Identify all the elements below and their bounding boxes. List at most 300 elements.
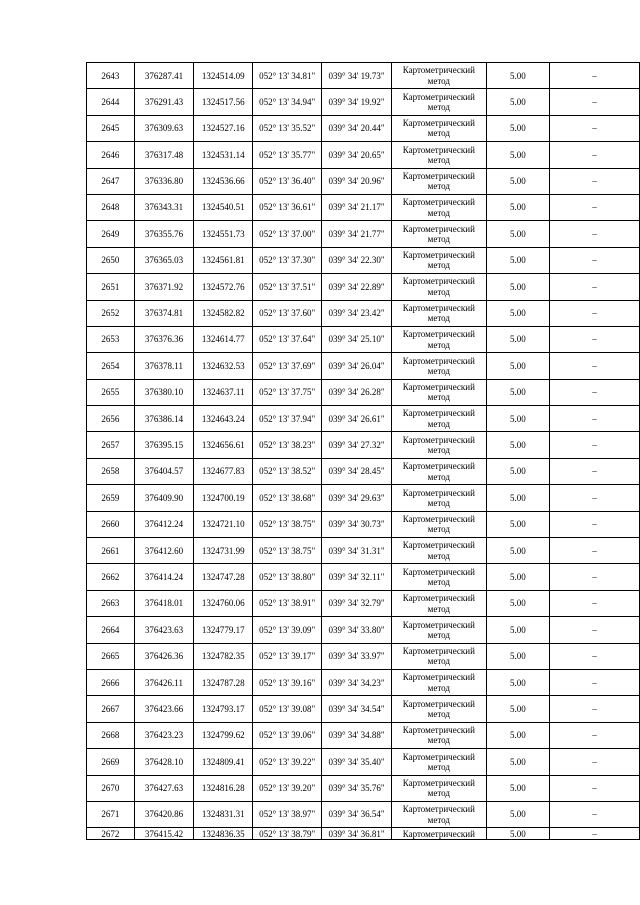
y-coordinate-cell: 1324787.28 [194, 669, 253, 695]
latitude-cell: 052° 13' 38.23" [253, 432, 322, 458]
method-cell [391, 617, 486, 643]
point-number-cell: 2670 [87, 775, 135, 801]
method-line2: метод [427, 497, 450, 508]
longitude-cell: 039° 34' 32.11" [322, 564, 392, 590]
y-coordinate-cell: 1324793.17 [194, 696, 253, 722]
y-coordinate-cell: 1324731.99 [194, 538, 253, 564]
latitude-cell: 052° 13' 34.81" [253, 63, 322, 89]
method-line2: метод [427, 603, 450, 614]
accuracy-cell: 5.00 [486, 511, 549, 537]
y-coordinate-cell: 1324747.28 [194, 564, 253, 590]
y-coordinate-cell: 1324779.17 [194, 617, 253, 643]
method-cell [391, 485, 486, 511]
method-line2: метод [427, 339, 450, 350]
note-cell: – [550, 142, 640, 168]
method-cell [391, 63, 486, 89]
point-number-cell: 2651 [87, 274, 135, 300]
table-row [87, 89, 640, 115]
method-cell [391, 643, 486, 669]
table-row [87, 775, 640, 801]
y-coordinate-cell: 1324514.09 [194, 63, 253, 89]
x-coordinate-cell: 376427.63 [134, 775, 194, 801]
longitude-cell: 039° 34' 20.44" [322, 115, 392, 141]
x-coordinate-cell: 376418.01 [134, 590, 194, 616]
y-coordinate-cell: 1324551.73 [194, 221, 253, 247]
table-row [87, 115, 640, 141]
accuracy-cell: 5.00 [486, 458, 549, 484]
table-row [87, 511, 640, 537]
method-cell [391, 696, 486, 722]
accuracy-cell: 5.00 [486, 722, 549, 748]
accuracy-cell: 5.00 [486, 274, 549, 300]
note-cell: – [550, 353, 640, 379]
latitude-cell: 052° 13' 39.22" [253, 749, 322, 775]
table-row [87, 643, 640, 669]
longitude-cell: 039° 34' 36.54" [322, 801, 392, 827]
y-coordinate-cell: 1324561.81 [194, 247, 253, 273]
x-coordinate-cell: 376380.10 [134, 379, 194, 405]
y-coordinate-cell: 1324721.10 [194, 511, 253, 537]
longitude-cell: 039° 34' 26.61" [322, 406, 392, 432]
accuracy-cell: 5.00 [486, 801, 549, 827]
table-row [87, 749, 640, 775]
latitude-cell: 052° 13' 35.52" [253, 115, 322, 141]
x-coordinate-cell: 376426.11 [134, 669, 194, 695]
longitude-cell: 039° 34' 26.28" [322, 379, 392, 405]
method-line1: Картометрический [402, 487, 475, 498]
method-line2: метод [427, 471, 450, 482]
point-number-cell: 2649 [87, 221, 135, 247]
point-number-cell: 2644 [87, 89, 135, 115]
y-coordinate-cell: 1324656.61 [194, 432, 253, 458]
point-number-cell: 2652 [87, 300, 135, 326]
longitude-cell: 039° 34' 20.96" [322, 168, 392, 194]
method-line2: метод [427, 629, 450, 640]
accuracy-cell: 5.00 [486, 775, 549, 801]
longitude-cell: 039° 34' 20.65" [322, 142, 392, 168]
method-line2: метод [427, 313, 450, 324]
method-cell [391, 801, 486, 827]
table-row [87, 406, 640, 432]
table-row [87, 300, 640, 326]
table-row [87, 326, 640, 352]
note-cell: – [550, 63, 640, 89]
method-line2: метод [427, 682, 450, 693]
method-cell [391, 828, 486, 840]
note-cell: – [550, 247, 640, 273]
note-cell: – [550, 564, 640, 590]
note-cell: – [550, 326, 640, 352]
y-coordinate-cell: 1324760.06 [194, 590, 253, 616]
method-line2: метод [427, 365, 450, 376]
point-number-cell: 2645 [87, 115, 135, 141]
x-coordinate-cell: 376409.90 [134, 485, 194, 511]
latitude-cell: 052° 13' 38.80" [253, 564, 322, 590]
note-cell: – [550, 406, 640, 432]
note-cell: – [550, 643, 640, 669]
method-line2: метод [427, 102, 450, 113]
method-line1: Картометрический [402, 302, 475, 313]
longitude-cell: 039° 34' 33.80" [322, 617, 392, 643]
method-line2: метод [427, 260, 450, 271]
table-row [87, 722, 640, 748]
latitude-cell: 052° 13' 39.06" [253, 722, 322, 748]
longitude-cell: 039° 34' 33.97" [322, 643, 392, 669]
latitude-cell: 052° 13' 37.75" [253, 379, 322, 405]
x-coordinate-cell: 376336.80 [134, 168, 194, 194]
point-number-cell: 2654 [87, 353, 135, 379]
method-line2: метод [427, 286, 450, 297]
method-line2: метод [427, 181, 450, 192]
accuracy-cell: 5.00 [486, 142, 549, 168]
method-cell [391, 749, 486, 775]
note-cell: – [550, 828, 640, 840]
method-line1: Картометрический [402, 197, 475, 208]
method-line1: Картометрический [402, 91, 475, 102]
latitude-cell: 052° 13' 35.77" [253, 142, 322, 168]
x-coordinate-cell: 376415.42 [134, 828, 194, 840]
note-cell: – [550, 274, 640, 300]
x-coordinate-cell: 376423.23 [134, 722, 194, 748]
x-coordinate-cell: 376355.76 [134, 221, 194, 247]
method-line1: Картометрический [402, 382, 475, 393]
point-number-cell: 2656 [87, 406, 135, 432]
method-line1: Картометрический [402, 540, 475, 551]
accuracy-cell: 5.00 [486, 564, 549, 590]
method-line1: Картометрический [402, 65, 475, 76]
method-cell [391, 168, 486, 194]
method-line1: Картометрический [402, 461, 475, 472]
note-cell: – [550, 749, 640, 775]
accuracy-cell: 5.00 [486, 669, 549, 695]
point-number-cell: 2666 [87, 669, 135, 695]
y-coordinate-cell: 1324536.66 [194, 168, 253, 194]
method-line1: Картометрический [402, 223, 475, 234]
method-cell [391, 300, 486, 326]
x-coordinate-cell: 376428.10 [134, 749, 194, 775]
note-cell: – [550, 775, 640, 801]
table-row [87, 247, 640, 273]
point-number-cell: 2647 [87, 168, 135, 194]
point-number-cell: 2668 [87, 722, 135, 748]
longitude-cell: 039° 34' 34.88" [322, 722, 392, 748]
longitude-cell: 039° 34' 34.54" [322, 696, 392, 722]
y-coordinate-cell: 1324637.11 [194, 379, 253, 405]
longitude-cell: 039° 34' 25.10" [322, 326, 392, 352]
method-line2: метод [427, 154, 450, 165]
method-cell [391, 221, 486, 247]
accuracy-cell: 5.00 [486, 406, 549, 432]
latitude-cell: 052° 13' 37.94" [253, 406, 322, 432]
y-coordinate-cell: 1324531.14 [194, 142, 253, 168]
x-coordinate-cell: 376423.63 [134, 617, 194, 643]
longitude-cell: 039° 34' 35.40" [322, 749, 392, 775]
latitude-cell: 052° 13' 39.20" [253, 775, 322, 801]
accuracy-cell: 5.00 [486, 696, 549, 722]
x-coordinate-cell: 376386.14 [134, 406, 194, 432]
y-coordinate-cell: 1324831.31 [194, 801, 253, 827]
latitude-cell: 052° 13' 38.91" [253, 590, 322, 616]
accuracy-cell: 5.00 [486, 247, 549, 273]
method-line1: Картометрический [402, 250, 475, 261]
longitude-cell: 039° 34' 21.77" [322, 221, 392, 247]
y-coordinate-cell: 1324582.82 [194, 300, 253, 326]
x-coordinate-cell: 376412.24 [134, 511, 194, 537]
table-row [87, 538, 640, 564]
table-row [87, 432, 640, 458]
point-number-cell: 2672 [87, 828, 135, 840]
table-row [87, 221, 640, 247]
note-cell: – [550, 722, 640, 748]
point-number-cell: 2658 [87, 458, 135, 484]
x-coordinate-cell: 376426.36 [134, 643, 194, 669]
point-number-cell: 2661 [87, 538, 135, 564]
note-cell: – [550, 801, 640, 827]
method-line1: Картометрический [402, 355, 475, 366]
latitude-cell: 052° 13' 36.61" [253, 194, 322, 220]
method-line1: Картометрический [402, 619, 475, 630]
table-row [87, 485, 640, 511]
longitude-cell: 039° 34' 22.30" [322, 247, 392, 273]
note-cell: – [550, 696, 640, 722]
accuracy-cell: 5.00 [486, 221, 549, 247]
method-line1: Картометрический [402, 672, 475, 683]
point-number-cell: 2650 [87, 247, 135, 273]
method-line2: метод [427, 75, 450, 86]
accuracy-cell: 5.00 [486, 538, 549, 564]
note-cell: – [550, 89, 640, 115]
method-line2: метод [427, 656, 450, 667]
method-line2: метод [427, 392, 450, 403]
accuracy-cell: 5.00 [486, 63, 549, 89]
longitude-cell: 039° 34' 36.81" [322, 828, 392, 840]
latitude-cell: 052° 13' 36.40" [253, 168, 322, 194]
method-cell [391, 406, 486, 432]
method-cell [391, 432, 486, 458]
method-line1: Картометрический [402, 144, 475, 155]
x-coordinate-cell: 376309.63 [134, 115, 194, 141]
table-row [87, 617, 640, 643]
table-row [87, 564, 640, 590]
method-line2: метод [427, 234, 450, 245]
latitude-cell: 052° 13' 39.08" [253, 696, 322, 722]
method-cell [391, 247, 486, 273]
point-number-cell: 2653 [87, 326, 135, 352]
accuracy-cell: 5.00 [486, 353, 549, 379]
accuracy-cell: 5.00 [486, 617, 549, 643]
method-cell [391, 326, 486, 352]
latitude-cell: 052° 13' 39.16" [253, 669, 322, 695]
latitude-cell: 052° 13' 37.51" [253, 274, 322, 300]
table-row [87, 274, 640, 300]
point-number-cell: 2671 [87, 801, 135, 827]
method-cell [391, 590, 486, 616]
table-row [87, 669, 640, 695]
accuracy-cell: 5.00 [486, 590, 549, 616]
latitude-cell: 052° 13' 38.75" [253, 538, 322, 564]
latitude-cell: 052° 13' 38.79" [253, 828, 322, 840]
method-line2: метод [427, 709, 450, 720]
accuracy-cell: 5.00 [486, 643, 549, 669]
longitude-cell: 039° 34' 32.79" [322, 590, 392, 616]
table-body [87, 63, 640, 840]
method-line1: Картометрический [402, 804, 475, 815]
accuracy-cell: 5.00 [486, 115, 549, 141]
method-cell [391, 142, 486, 168]
note-cell: – [550, 221, 640, 247]
note-cell: – [550, 115, 640, 141]
y-coordinate-cell: 1324782.35 [194, 643, 253, 669]
method-line1: Картометрический [402, 828, 475, 839]
note-cell: – [550, 168, 640, 194]
point-number-cell: 2657 [87, 432, 135, 458]
method-line1: Картометрический [402, 118, 475, 129]
method-line1: Картометрический [402, 593, 475, 604]
accuracy-cell: 5.00 [486, 300, 549, 326]
latitude-cell: 052° 13' 39.09" [253, 617, 322, 643]
latitude-cell: 052° 13' 38.97" [253, 801, 322, 827]
latitude-cell: 052° 13' 38.68" [253, 485, 322, 511]
x-coordinate-cell: 376423.66 [134, 696, 194, 722]
method-line1: Картометрический [402, 698, 475, 709]
method-cell [391, 353, 486, 379]
method-cell [391, 564, 486, 590]
table-row [87, 801, 640, 827]
note-cell: – [550, 379, 640, 405]
latitude-cell: 052° 13' 37.00" [253, 221, 322, 247]
method-line1: Картометрический [402, 170, 475, 181]
y-coordinate-cell: 1324614.77 [194, 326, 253, 352]
table-row [87, 353, 640, 379]
method-cell [391, 115, 486, 141]
point-number-cell: 2655 [87, 379, 135, 405]
method-cell [391, 194, 486, 220]
coordinates-table [86, 62, 640, 840]
method-line1: Картометрический [402, 777, 475, 788]
latitude-cell: 052° 13' 38.52" [253, 458, 322, 484]
method-line1: Картометрический [402, 751, 475, 762]
accuracy-cell: 5.00 [486, 379, 549, 405]
table-row [87, 458, 640, 484]
point-number-cell: 2659 [87, 485, 135, 511]
x-coordinate-cell: 376371.92 [134, 274, 194, 300]
method-line1: Картометрический [402, 566, 475, 577]
method-line2: метод [427, 814, 450, 825]
point-number-cell: 2660 [87, 511, 135, 537]
y-coordinate-cell: 1324540.51 [194, 194, 253, 220]
x-coordinate-cell: 376395.15 [134, 432, 194, 458]
note-cell: – [550, 194, 640, 220]
accuracy-cell: 5.00 [486, 749, 549, 775]
note-cell: – [550, 590, 640, 616]
method-line1: Картометрический [402, 408, 475, 419]
note-cell: – [550, 669, 640, 695]
x-coordinate-cell: 376317.48 [134, 142, 194, 168]
note-cell: – [550, 511, 640, 537]
x-coordinate-cell: 376376.36 [134, 326, 194, 352]
latitude-cell: 052° 13' 37.30" [253, 247, 322, 273]
longitude-cell: 039° 34' 31.31" [322, 538, 392, 564]
latitude-cell: 052° 13' 38.75" [253, 511, 322, 537]
accuracy-cell: 5.00 [486, 485, 549, 511]
note-cell: – [550, 432, 640, 458]
method-cell [391, 722, 486, 748]
y-coordinate-cell: 1324517.56 [194, 89, 253, 115]
y-coordinate-cell: 1324809.41 [194, 749, 253, 775]
y-coordinate-cell: 1324816.28 [194, 775, 253, 801]
x-coordinate-cell: 376404.57 [134, 458, 194, 484]
table-row [87, 379, 640, 405]
table-row [87, 696, 640, 722]
accuracy-cell: 5.00 [486, 828, 549, 840]
point-number-cell: 2665 [87, 643, 135, 669]
x-coordinate-cell: 376287.41 [134, 63, 194, 89]
note-cell: – [550, 538, 640, 564]
x-coordinate-cell: 376365.03 [134, 247, 194, 273]
method-cell [391, 669, 486, 695]
method-cell [391, 458, 486, 484]
method-line1: Картометрический [402, 645, 475, 656]
longitude-cell: 039° 34' 29.63" [322, 485, 392, 511]
longitude-cell: 039° 34' 19.73" [322, 63, 392, 89]
latitude-cell: 052° 13' 34.94" [253, 89, 322, 115]
longitude-cell: 039° 34' 19.92" [322, 89, 392, 115]
longitude-cell: 039° 34' 21.17" [322, 194, 392, 220]
accuracy-cell: 5.00 [486, 194, 549, 220]
method-line2: метод [427, 761, 450, 772]
point-number-cell: 2662 [87, 564, 135, 590]
method-line1: Картометрический [402, 513, 475, 524]
longitude-cell: 039° 34' 30.73" [322, 511, 392, 537]
latitude-cell: 052° 13' 37.69" [253, 353, 322, 379]
x-coordinate-cell: 376420.86 [134, 801, 194, 827]
note-cell: – [550, 458, 640, 484]
point-number-cell: 2646 [87, 142, 135, 168]
method-line2: метод [427, 445, 450, 456]
method-cell [391, 511, 486, 537]
point-number-cell: 2663 [87, 590, 135, 616]
table-row [87, 63, 640, 89]
x-coordinate-cell: 376412.60 [134, 538, 194, 564]
longitude-cell: 039° 34' 23.42" [322, 300, 392, 326]
table-row [87, 590, 640, 616]
method-line1: Картометрический [402, 725, 475, 736]
longitude-cell: 039° 34' 35.76" [322, 775, 392, 801]
accuracy-cell: 5.00 [486, 432, 549, 458]
point-number-cell: 2648 [87, 194, 135, 220]
y-coordinate-cell: 1324632.53 [194, 353, 253, 379]
y-coordinate-cell: 1324527.16 [194, 115, 253, 141]
longitude-cell: 039° 34' 27.32" [322, 432, 392, 458]
accuracy-cell: 5.00 [486, 168, 549, 194]
x-coordinate-cell: 376378.11 [134, 353, 194, 379]
note-cell: – [550, 300, 640, 326]
method-cell [391, 538, 486, 564]
x-coordinate-cell: 376343.31 [134, 194, 194, 220]
method-line2: метод [427, 128, 450, 139]
method-line2: метод [427, 207, 450, 218]
method-line2: метод [427, 524, 450, 535]
table-row [87, 168, 640, 194]
method-cell [391, 274, 486, 300]
y-coordinate-cell: 1324700.19 [194, 485, 253, 511]
latitude-cell: 052° 13' 37.64" [253, 326, 322, 352]
longitude-cell: 039° 34' 26.04" [322, 353, 392, 379]
method-cell [391, 89, 486, 115]
method-line2: метод [427, 788, 450, 799]
y-coordinate-cell: 1324799.62 [194, 722, 253, 748]
latitude-cell: 052° 13' 37.60" [253, 300, 322, 326]
